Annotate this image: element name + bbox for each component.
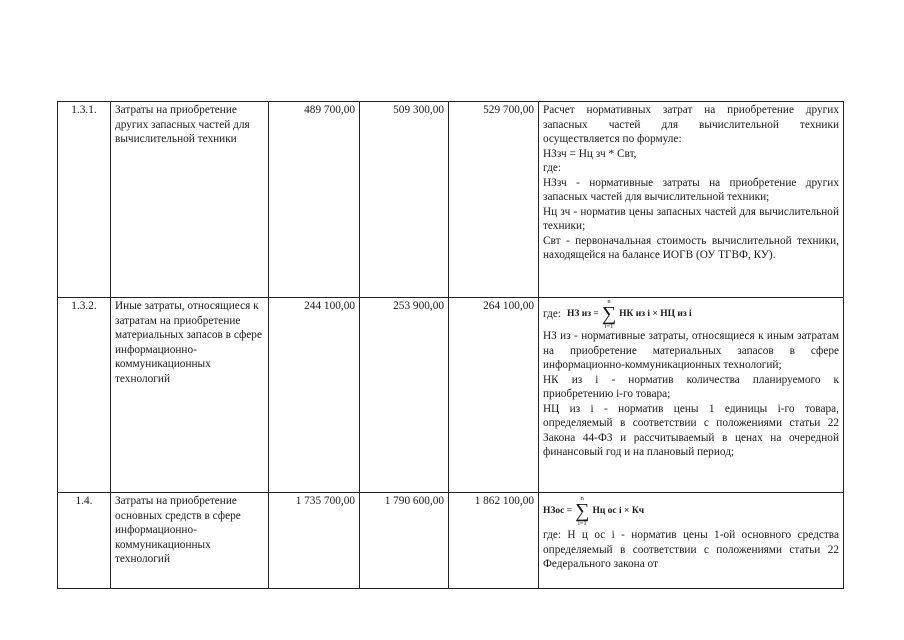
cost-item-name: Иные затраты, относящиеся к затратам на приобретение материальных запасов в сфере информационно-коммуникационных технологий [111,298,269,493]
formula-line: НЗзч = Нц зч * Свт, [543,147,637,160]
amount-year-1: 489 700,00 [269,102,360,298]
variable-definition: НЗ из - нормативные затраты, относящиеся к иным затратам на приобретение материальных запасов в сфере информационно-коммуникационных технологий; [543,330,839,371]
amount-year-1: 1 735 700,00 [269,493,360,589]
table-row [58,102,844,298]
description-paragraph: Расчет нормативных затрат на приобретение других запасных частей для вычислительной техники осуществляется по формуле: [543,104,839,145]
amount-year-3: 529 700,00 [449,102,539,298]
calculation-description [539,493,844,589]
formula [543,494,839,528]
cost-table [57,101,844,589]
sum-lower-limit: i=1 [604,323,614,330]
formula-right: НК из i × НЦ из i [619,308,692,319]
amount-year-2: 509 300,00 [360,102,449,298]
row-number: 1.3.1. [58,102,111,298]
amount-year-3: 1 862 100,00 [449,493,539,589]
variable-definition: НЦ из i - норматив цены 1 единицы i-го товара, определяемый в соответствии с положениями статьи 22 Закона 44-ФЗ и рассчитываемый в ценах на очередной финансовый год и на плановый период; [543,402,839,458]
sum-upper-limit: n [607,298,611,305]
table-row [58,298,844,493]
variable-definition: Свт - первоначальная стоимость вычислительной техники, находящейся на балансе ИОГВ (ОУ ТГВФ, КУ). [543,234,839,261]
formula-left: НЗос = [543,505,573,516]
where-label: где: [543,162,561,174]
variable-definition: НК из i - норматив количества планируемого к приобретению i-го товара; [543,373,839,400]
variable-definition: где: Н ц ос i - норматив цены 1-ой основного средства определяемый в соответствии с положениями статьи 22 Федерального закона от [543,529,839,570]
table-row [58,493,844,589]
amount-year-2: 253 900,00 [360,298,449,493]
formula-expression [567,298,692,330]
where-label: где: [543,307,561,320]
cost-item-name: Затраты на приобретение других запасных частей для вычислительной техники [111,102,269,298]
formula-left: НЗ из = [566,308,599,319]
sum-lower-limit: i=1 [577,520,587,527]
amount-year-3: 264 100,00 [449,298,539,493]
amount-year-1: 244 100,00 [269,298,360,493]
cost-item-name: Затраты на приобретение основных средств в сфере информационно-коммуникационных технологий [111,493,269,589]
variable-definition: НЗзч - нормативные затраты на приобретение других запасных частей для вычислительной техники; [543,176,839,203]
calculation-description [539,102,844,298]
sum-sign-icon: n ∑ i=1 [575,495,590,527]
calculation-description [539,298,844,493]
amount-year-2: 1 790 600,00 [360,493,449,589]
variable-definition: Нц зч - норматив цены запасных частей для вычислительной техники; [543,205,839,232]
sum-sign-icon: n ∑ i=1 [601,298,617,330]
formula-right: Нц ос i × Кч [592,505,645,516]
formula-expression [543,495,644,527]
row-number: 1.4. [58,493,111,589]
formula [543,299,839,329]
sum-upper-limit: n [580,495,584,502]
row-number: 1.3.2. [58,298,111,493]
